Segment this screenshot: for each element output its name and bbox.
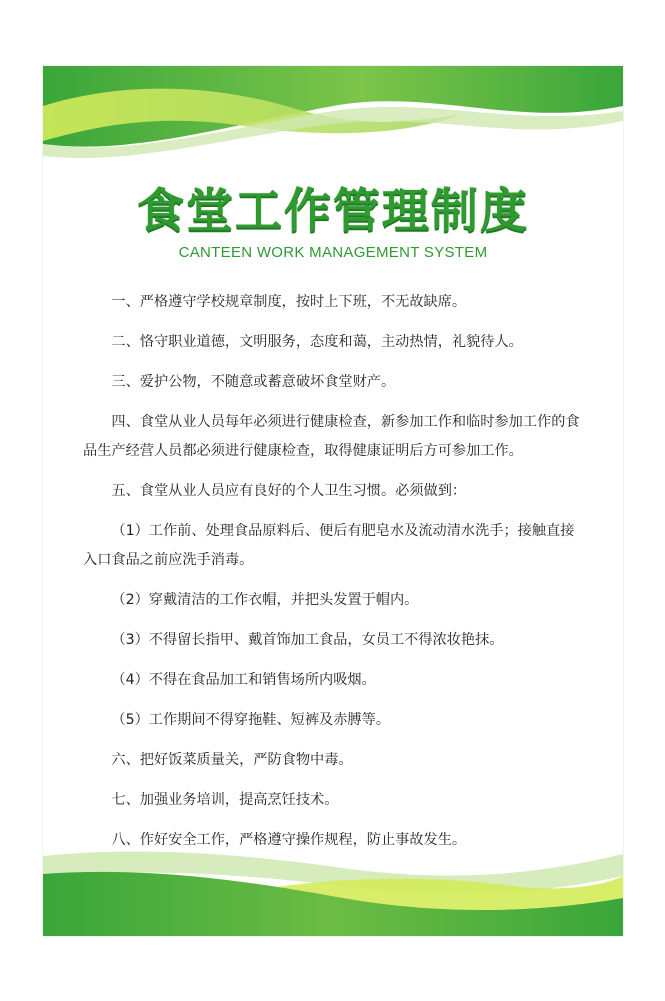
rule-subitem-3: （3）不得留长指甲、戴首饰加工食品，女员工不得浓妆艳抹。 xyxy=(111,632,504,648)
rule-subitem-2: （2）穿戴清洁的工作衣帽，并把头发置于帽内。 xyxy=(111,592,419,608)
rules-body xyxy=(83,288,583,866)
rule-paragraph-2: 二、恪守职业道德，文明服务，态度和蔼，主动热情，礼貌待人。 xyxy=(111,334,523,350)
rule-paragraph-3: 三、爱护公物，不随意或蓄意破坏食堂财产。 xyxy=(111,374,396,390)
rule-paragraph-7: 七、加强业务培训，提高烹饪技术。 xyxy=(111,792,339,808)
top-wave-decoration xyxy=(43,66,623,166)
rule-paragraph-5: 五、食堂从业人员应有良好的个人卫生习惯。必须做到： xyxy=(111,483,467,499)
bottom-wave-decoration xyxy=(43,846,623,936)
rule-subitem-4: （4）不得在食品加工和销售场所内吸烟。 xyxy=(111,672,376,688)
rule-paragraph-8: 八、作好安全工作，严格遵守操作规程，防止事故发生。 xyxy=(111,832,467,848)
rule-subitem-1: （1）工作前、处理食品原料后、便后有肥皂水及流动清水洗手；接触直接入口食品之前应洗手消毒。 xyxy=(83,523,575,568)
rule-paragraph-4: 四、食堂从业人员每年必须进行健康检查，新参加工作和临时参加工作的食品生产经营人员都必须进行健康检查，取得健康证明后方可参加工作。 xyxy=(83,414,580,459)
poster xyxy=(43,66,623,936)
rule-subitem-5: （5）工作期间不得穿拖鞋、短裤及赤膊等。 xyxy=(111,712,390,728)
rule-paragraph-1: 一、严格遵守学校规章制度，按时上下班，不无故缺席。 xyxy=(111,294,467,310)
page-subtitle: CANTEEN WORK MANAGEMENT SYSTEM xyxy=(178,244,488,261)
rule-paragraph-6: 六、把好饭菜质量关，严防食物中毒。 xyxy=(111,752,353,768)
page-title: 食堂工作管理制度 xyxy=(137,184,529,239)
